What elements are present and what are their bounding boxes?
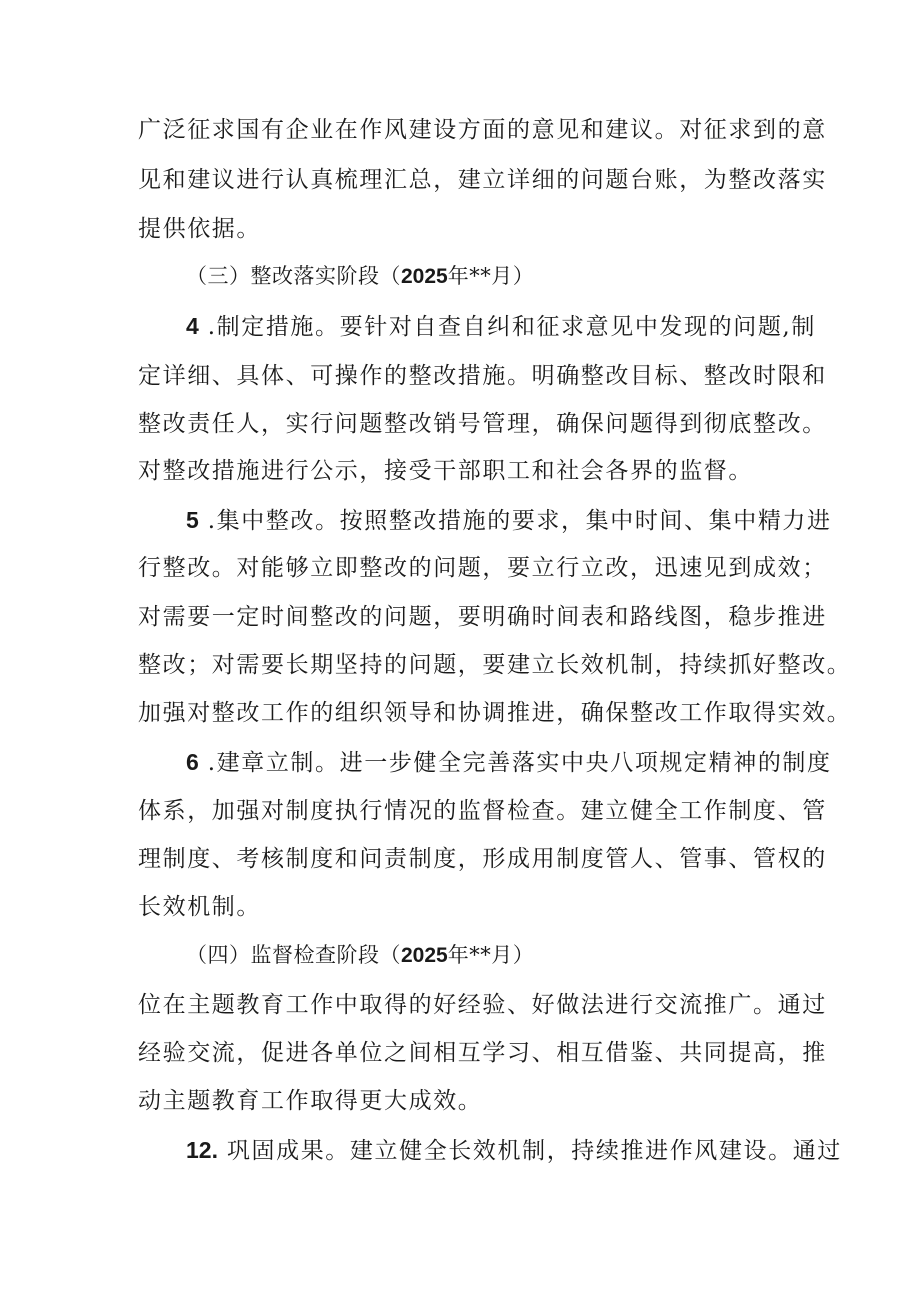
item-6-line-4: 长效机制。 <box>138 894 261 920</box>
item-4-line-4: 对整改措施进行公示，接受干部职工和社会各界的监督。 <box>138 458 753 484</box>
section-3-heading-year: 2025 <box>401 265 448 288</box>
intro-line-1: 广泛征求国有企业在作风建设方面的意见和建议。对征求到的意 <box>138 117 827 143</box>
item-12-first-line <box>186 1135 842 1166</box>
continuation-line-3: 动主题教育工作取得更大成效。 <box>138 1088 483 1114</box>
section-3-heading <box>186 261 534 292</box>
item-5-first-line-text: .集中整改。按照整改措施的要求，集中时间、集中精力进 <box>207 508 832 534</box>
item-6-first-line-text: .建章立制。进一步健全完善落实中央八项规定精神的制度 <box>207 750 832 776</box>
item-5-number: 5 <box>186 507 199 533</box>
item-12-first-line-text: 巩固成果。建立健全长效机制，持续推进作风建设。通过 <box>226 1138 842 1164</box>
item-5-line-5: 加强对整改工作的组织领导和协调推进，确保整改工作取得实效。 <box>138 700 852 726</box>
continuation-line-1: 位在主题教育工作中取得的好经验、好做法进行交流推广。通过 <box>138 992 827 1018</box>
section-4-heading <box>186 940 534 971</box>
item-5-line-3: 对需要一定时间整改的问题，要明确时间表和路线图，稳步推进 <box>138 604 827 630</box>
item-4-number: 4 <box>186 313 199 339</box>
intro-line-3: 提供依据。 <box>138 216 261 242</box>
item-4-line-2: 定详细、具体、可操作的整改措施。明确整改目标、整改时限和 <box>138 363 827 389</box>
item-4-first-line-text: .制定措施。要针对自查自纠和征求意见中发现的问题,制 <box>207 314 816 340</box>
section-4-heading-open: （四）监督检查阶段（ <box>186 943 401 967</box>
item-6-line-2: 体系，加强对制度执行情况的监督检查。建立健全工作制度、管 <box>138 798 827 824</box>
item-5-line-4: 整改；对需要长期坚持的问题，要建立长效机制，持续抓好整改。 <box>138 652 852 678</box>
continuation-line-2: 经验交流，促进各单位之间相互学习、相互借鉴、共同提高，推 <box>138 1040 827 1066</box>
section-4-heading-rest: 年**月） <box>447 943 535 967</box>
intro-line-2: 见和建议进行认真梳理汇总，建立详细的问题台账，为整改落实 <box>138 167 827 193</box>
section-3-heading-open: （三）整改落实阶段（ <box>186 264 401 288</box>
item-12-number: 12. <box>186 1137 218 1163</box>
item-6-first-line <box>186 747 832 778</box>
item-4-first-line <box>186 311 816 342</box>
item-5-first-line <box>186 505 832 536</box>
section-4-heading-year: 2025 <box>401 944 448 967</box>
item-6-number: 6 <box>186 749 199 775</box>
item-5-line-2: 行整改。对能够立即整改的问题，要立行立改，迅速见到成效； <box>138 555 827 581</box>
item-4-line-3: 整改责任人，实行问题整改销号管理，确保问题得到彻底整改。 <box>138 411 827 437</box>
item-6-line-3: 理制度、考核制度和问责制度，形成用制度管人、管事、管权的 <box>138 846 827 872</box>
section-3-heading-rest: 年**月） <box>447 264 535 288</box>
